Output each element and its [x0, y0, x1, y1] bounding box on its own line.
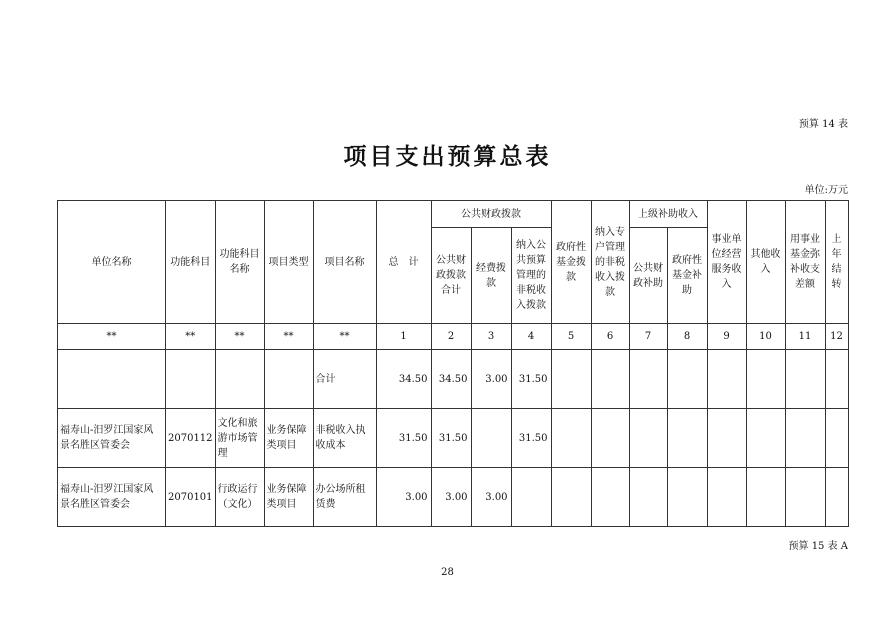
cell-func-code	[166, 350, 216, 409]
header-total: 总 计	[376, 201, 431, 324]
cell-name: 办公场所租赁费	[313, 468, 376, 527]
cell-empty	[707, 468, 746, 527]
cell-empty	[629, 468, 667, 527]
header-other-income: 其他收入	[746, 201, 785, 324]
cell-public-total: 31.50	[431, 409, 471, 468]
cell-empty	[825, 350, 848, 409]
header-business-income: 事业单位经营服务收入	[707, 201, 746, 324]
index-cell: 1	[376, 324, 431, 350]
header-carryover: 上年结转	[825, 201, 848, 324]
header-public-fiscal-group: 公共财政拨款	[431, 201, 551, 228]
table-number: 预算 14 表	[798, 119, 848, 130]
index-cell: 7	[629, 324, 667, 350]
budget-table	[57, 200, 849, 527]
cell-empty	[551, 409, 591, 468]
cell-func-code: 2070101	[166, 468, 216, 527]
page-number: 28	[441, 567, 454, 578]
cell-empty	[591, 350, 629, 409]
index-cell: 8	[667, 324, 707, 350]
index-cell: 6	[591, 324, 629, 350]
cell-funding: 3.00	[471, 468, 511, 527]
index-cell: 4	[511, 324, 551, 350]
index-cell: **	[58, 324, 166, 350]
cell-empty	[746, 350, 785, 409]
header-superior-public: 公共财政补助	[629, 228, 667, 324]
cell-unit: 福寿山-汨罗江国家风景名胜区管委会	[58, 409, 166, 468]
header-superior-gov-fund: 政府性基金补助	[667, 228, 707, 324]
cell-func-name: 文化和旅游市场管理	[215, 409, 264, 468]
index-cell: **	[264, 324, 313, 350]
cell-unit	[58, 350, 166, 409]
cell-empty	[551, 350, 591, 409]
cell-type: 业务保障类项目	[264, 468, 313, 527]
index-cell: **	[215, 324, 264, 350]
header-fund-balance: 用事业基金弥补收支差额	[785, 201, 825, 324]
header-project-type: 项目类型	[264, 201, 313, 324]
index-cell: **	[313, 324, 376, 350]
cell-name: 合计	[313, 350, 376, 409]
cell-empty	[707, 409, 746, 468]
cell-type	[264, 350, 313, 409]
cell-func-code: 2070112	[166, 409, 216, 468]
index-cell: 9	[707, 324, 746, 350]
header-project-name: 项目名称	[313, 201, 376, 324]
header-nontax-public: 纳入公共预算管理的非税收入拨款	[511, 228, 551, 324]
cell-empty	[667, 468, 707, 527]
cell-func-name: 行政运行（文化）	[215, 468, 264, 527]
cell-nontax: 31.50	[511, 350, 551, 409]
header-func-name: 功能科目名称	[215, 201, 264, 324]
header-nontax-special: 纳入专户管理的非税收入拨款	[591, 201, 629, 324]
index-cell: 10	[746, 324, 785, 350]
cell-empty	[591, 409, 629, 468]
cell-empty	[707, 350, 746, 409]
cell-public-total: 3.00	[431, 468, 471, 527]
page-title: 项目支出预算总表	[343, 143, 552, 170]
unit-label: 单位:万元	[804, 185, 848, 196]
footer-reference: 预算 15 表 A	[788, 541, 848, 552]
header-row	[58, 201, 849, 228]
header-funding: 经费拨款	[471, 228, 511, 324]
cell-func-name	[215, 350, 264, 409]
index-cell: **	[166, 324, 216, 350]
header-gov-fund: 政府性基金拨款	[551, 201, 591, 324]
cell-empty	[785, 468, 825, 527]
cell-empty	[825, 468, 848, 527]
header-unit-name: 单位名称	[58, 201, 166, 324]
index-cell: 2	[431, 324, 471, 350]
cell-empty	[746, 409, 785, 468]
cell-empty	[629, 350, 667, 409]
index-cell: 3	[471, 324, 511, 350]
cell-total: 31.50	[376, 409, 431, 468]
cell-name: 非税收入执收成本	[313, 409, 376, 468]
cell-funding: 3.00	[471, 350, 511, 409]
cell-empty	[785, 409, 825, 468]
cell-empty	[551, 468, 591, 527]
cell-nontax: 31.50	[511, 409, 551, 468]
cell-empty	[825, 409, 848, 468]
cell-empty	[591, 468, 629, 527]
index-cell: 11	[785, 324, 825, 350]
cell-empty	[667, 409, 707, 468]
header-public-fiscal-total: 公共财政拨款合计	[431, 228, 471, 324]
cell-unit: 福寿山-汨罗江国家风景名胜区管委会	[58, 468, 166, 527]
cell-type: 业务保障类项目	[264, 409, 313, 468]
table-row	[58, 409, 849, 468]
cell-empty	[667, 350, 707, 409]
header-func-code: 功能科目	[166, 201, 216, 324]
table-row	[58, 350, 849, 409]
index-row	[58, 324, 849, 350]
header-superior-group: 上级补助收入	[629, 201, 707, 228]
cell-nontax	[511, 468, 551, 527]
table-row	[58, 468, 849, 527]
cell-total: 3.00	[376, 468, 431, 527]
cell-funding	[471, 409, 511, 468]
cell-public-total: 34.50	[431, 350, 471, 409]
cell-total: 34.50	[376, 350, 431, 409]
index-cell: 5	[551, 324, 591, 350]
cell-empty	[785, 350, 825, 409]
index-cell: 12	[825, 324, 848, 350]
cell-empty	[746, 468, 785, 527]
cell-empty	[629, 409, 667, 468]
